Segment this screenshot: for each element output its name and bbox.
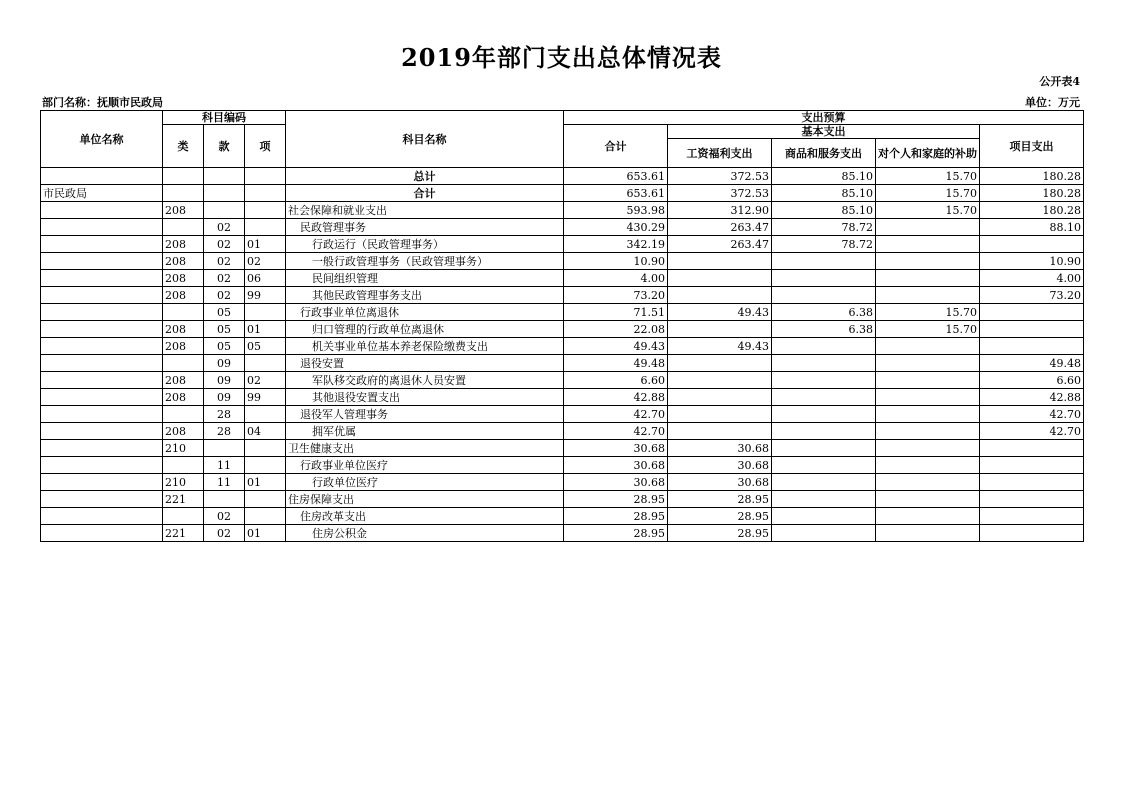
cell-project [980, 525, 1084, 542]
cell-unit [41, 219, 163, 236]
cell-subject-name: 住房保障支出 [286, 491, 564, 508]
cell-kuan [204, 491, 245, 508]
table-header [41, 111, 1084, 168]
cell-subject-name: 民间组织管理 [286, 270, 564, 287]
cell-total: 6.60 [564, 372, 668, 389]
cell-subject-name: 合计 [286, 185, 564, 202]
cell-unit [41, 491, 163, 508]
cell-goods [772, 525, 876, 542]
cell-lei [163, 508, 204, 525]
cell-kuan [204, 440, 245, 457]
cell-total: 73.20 [564, 287, 668, 304]
cell-lei [163, 406, 204, 423]
cell-project [980, 508, 1084, 525]
cell-salary [668, 253, 772, 270]
table-row [41, 321, 1084, 338]
cell-goods [772, 423, 876, 440]
cell-unit [41, 474, 163, 491]
cell-kuan: 11 [204, 474, 245, 491]
cell-total: 42.70 [564, 423, 668, 440]
table-row [41, 287, 1084, 304]
table-row [41, 423, 1084, 440]
cell-total: 42.70 [564, 406, 668, 423]
cell-subject-name: 退役军人管理事务 [286, 406, 564, 423]
cell-personal: 15.70 [876, 168, 980, 185]
cell-subject-name: 住房公积金 [286, 525, 564, 542]
table-row [41, 457, 1084, 474]
cell-total: 4.00 [564, 270, 668, 287]
cell-goods [772, 389, 876, 406]
header-budget: 支出预算 [564, 111, 1084, 125]
cell-kuan: 09 [204, 389, 245, 406]
cell-goods [772, 338, 876, 355]
header-goods: 商品和服务支出 [772, 139, 876, 168]
cell-project: 49.48 [980, 355, 1084, 372]
cell-xiang: 04 [245, 423, 286, 440]
cell-salary: 312.90 [668, 202, 772, 219]
cell-total: 30.68 [564, 457, 668, 474]
cell-lei: 208 [163, 287, 204, 304]
cell-unit [41, 287, 163, 304]
cell-kuan [204, 202, 245, 219]
cell-project: 10.90 [980, 253, 1084, 270]
cell-goods: 6.38 [772, 321, 876, 338]
cell-subject-name: 归口管理的行政单位离退休 [286, 321, 564, 338]
cell-salary: 49.43 [668, 304, 772, 321]
cell-xiang: 06 [245, 270, 286, 287]
cell-subject-name: 一般行政管理事务（民政管理事务） [286, 253, 564, 270]
cell-project: 42.70 [980, 423, 1084, 440]
cell-project: 180.28 [980, 185, 1084, 202]
expenditure-table [40, 110, 1084, 542]
cell-project: 88.10 [980, 219, 1084, 236]
cell-project: 73.20 [980, 287, 1084, 304]
cell-kuan: 11 [204, 457, 245, 474]
cell-salary: 28.95 [668, 491, 772, 508]
cell-total: 22.08 [564, 321, 668, 338]
cell-xiang: 01 [245, 236, 286, 253]
cell-subject-name: 民政管理事务 [286, 219, 564, 236]
table-row [41, 202, 1084, 219]
cell-xiang [245, 304, 286, 321]
cell-goods: 85.10 [772, 185, 876, 202]
cell-personal [876, 525, 980, 542]
cell-project: 42.70 [980, 406, 1084, 423]
cell-project: 180.28 [980, 202, 1084, 219]
cell-unit [41, 440, 163, 457]
cell-unit [41, 355, 163, 372]
cell-goods: 85.10 [772, 202, 876, 219]
department-label: 部门名称：抚顺市民政局 [42, 96, 163, 109]
cell-lei: 208 [163, 372, 204, 389]
cell-personal [876, 508, 980, 525]
cell-personal: 15.70 [876, 185, 980, 202]
cell-salary [668, 287, 772, 304]
cell-goods [772, 491, 876, 508]
cell-project: 42.88 [980, 389, 1084, 406]
table-row [41, 304, 1084, 321]
cell-subject-name: 行政运行（民政管理事务） [286, 236, 564, 253]
cell-salary [668, 406, 772, 423]
cell-unit [41, 304, 163, 321]
cell-total: 10.90 [564, 253, 668, 270]
table-row [41, 474, 1084, 491]
cell-goods [772, 474, 876, 491]
cell-goods [772, 508, 876, 525]
cell-total: 653.61 [564, 185, 668, 202]
table-row [41, 389, 1084, 406]
table-row [41, 508, 1084, 525]
cell-goods: 78.72 [772, 219, 876, 236]
cell-total: 49.43 [564, 338, 668, 355]
cell-total: 42.88 [564, 389, 668, 406]
cell-unit [41, 423, 163, 440]
cell-unit [41, 389, 163, 406]
cell-lei: 208 [163, 338, 204, 355]
cell-subject-name: 行政事业单位医疗 [286, 457, 564, 474]
cell-unit [41, 457, 163, 474]
cell-unit: 市民政局 [41, 185, 163, 202]
cell-salary [668, 389, 772, 406]
cell-kuan: 02 [204, 219, 245, 236]
cell-project [980, 474, 1084, 491]
cell-personal: 15.70 [876, 202, 980, 219]
cell-subject-name: 退役安置 [286, 355, 564, 372]
cell-total: 342.19 [564, 236, 668, 253]
cell-xiang [245, 168, 286, 185]
cell-subject-name: 行政事业单位离退休 [286, 304, 564, 321]
table-row [41, 270, 1084, 287]
cell-personal [876, 253, 980, 270]
header-kuan: 款 [204, 125, 245, 168]
header-project: 项目支出 [980, 125, 1084, 168]
cell-xiang [245, 202, 286, 219]
cell-salary: 263.47 [668, 219, 772, 236]
cell-salary: 28.95 [668, 525, 772, 542]
table-row [41, 440, 1084, 457]
header-subject-code: 科目编码 [163, 111, 286, 125]
cell-lei [163, 457, 204, 474]
cell-total: 653.61 [564, 168, 668, 185]
cell-personal [876, 338, 980, 355]
cell-kuan: 28 [204, 406, 245, 423]
cell-total: 593.98 [564, 202, 668, 219]
cell-kuan: 02 [204, 270, 245, 287]
cell-subject-name: 住房改革支出 [286, 508, 564, 525]
header-total: 合计 [564, 125, 668, 168]
cell-kuan: 09 [204, 372, 245, 389]
cell-salary: 263.47 [668, 236, 772, 253]
cell-xiang: 01 [245, 525, 286, 542]
cell-unit [41, 321, 163, 338]
cell-personal [876, 474, 980, 491]
page-title: 2019年部门支出总体情况表 [401, 43, 722, 72]
cell-lei: 210 [163, 474, 204, 491]
header-personal: 对个人和家庭的补助 [876, 139, 980, 168]
cell-personal [876, 389, 980, 406]
cell-unit [41, 508, 163, 525]
cell-goods [772, 406, 876, 423]
table-row [41, 253, 1084, 270]
cell-unit [41, 338, 163, 355]
cell-subject-name: 其他民政管理事务支出 [286, 287, 564, 304]
cell-subject-name: 拥军优属 [286, 423, 564, 440]
table-row [41, 236, 1084, 253]
cell-personal [876, 372, 980, 389]
cell-total: 30.68 [564, 474, 668, 491]
cell-kuan: 05 [204, 321, 245, 338]
cell-xiang [245, 406, 286, 423]
cell-lei: 208 [163, 253, 204, 270]
cell-lei [163, 355, 204, 372]
cell-subject-name: 机关事业单位基本养老保险缴费支出 [286, 338, 564, 355]
cell-personal [876, 270, 980, 287]
cell-total: 28.95 [564, 508, 668, 525]
cell-kuan [204, 185, 245, 202]
cell-kuan [204, 168, 245, 185]
cell-xiang [245, 491, 286, 508]
cell-subject-name: 社会保障和就业支出 [286, 202, 564, 219]
cell-lei: 208 [163, 236, 204, 253]
cell-unit [41, 253, 163, 270]
table-row [41, 219, 1084, 236]
header-basic: 基本支出 [668, 125, 980, 139]
cell-salary: 28.95 [668, 508, 772, 525]
cell-total: 49.48 [564, 355, 668, 372]
cell-subject-name: 其他退役安置支出 [286, 389, 564, 406]
cell-goods [772, 440, 876, 457]
cell-project: 180.28 [980, 168, 1084, 185]
cell-project [980, 457, 1084, 474]
cell-personal [876, 457, 980, 474]
cell-subject-name: 卫生健康支出 [286, 440, 564, 457]
cell-project [980, 321, 1084, 338]
cell-project [980, 236, 1084, 253]
cell-subject-name: 军队移交政府的离退休人员安置 [286, 372, 564, 389]
cell-personal [876, 355, 980, 372]
cell-goods [772, 253, 876, 270]
cell-kuan: 02 [204, 253, 245, 270]
form-number: 公开表4 [1039, 75, 1080, 88]
cell-personal [876, 423, 980, 440]
cell-salary [668, 355, 772, 372]
cell-kuan: 09 [204, 355, 245, 372]
cell-kuan: 05 [204, 304, 245, 321]
cell-xiang: 02 [245, 372, 286, 389]
cell-personal [876, 287, 980, 304]
cell-goods [772, 270, 876, 287]
cell-kuan: 02 [204, 287, 245, 304]
cell-salary: 30.68 [668, 457, 772, 474]
cell-unit [41, 168, 163, 185]
cell-kuan: 28 [204, 423, 245, 440]
header-xiang: 项 [245, 125, 286, 168]
cell-project [980, 440, 1084, 457]
table-body [41, 168, 1084, 542]
cell-xiang: 01 [245, 321, 286, 338]
cell-goods [772, 372, 876, 389]
cell-unit [41, 202, 163, 219]
cell-personal: 15.70 [876, 321, 980, 338]
cell-lei: 210 [163, 440, 204, 457]
cell-xiang [245, 219, 286, 236]
cell-total: 28.95 [564, 525, 668, 542]
cell-personal [876, 236, 980, 253]
cell-salary: 49.43 [668, 338, 772, 355]
cell-xiang: 01 [245, 474, 286, 491]
cell-total: 30.68 [564, 440, 668, 457]
cell-total: 28.95 [564, 491, 668, 508]
cell-unit [41, 525, 163, 542]
cell-total: 430.29 [564, 219, 668, 236]
cell-kuan: 02 [204, 236, 245, 253]
cell-goods [772, 287, 876, 304]
cell-subject-name: 总计 [286, 168, 564, 185]
cell-project [980, 304, 1084, 321]
cell-goods: 78.72 [772, 236, 876, 253]
cell-lei: 221 [163, 525, 204, 542]
cell-salary [668, 270, 772, 287]
cell-unit [41, 372, 163, 389]
cell-project: 6.60 [980, 372, 1084, 389]
cell-lei: 221 [163, 491, 204, 508]
cell-salary [668, 372, 772, 389]
cell-goods: 85.10 [772, 168, 876, 185]
cell-lei [163, 304, 204, 321]
cell-total: 71.51 [564, 304, 668, 321]
table-row [41, 372, 1084, 389]
table-row [41, 338, 1084, 355]
header-lei: 类 [163, 125, 204, 168]
cell-salary [668, 321, 772, 338]
header-unit-name: 单位名称 [41, 111, 163, 168]
cell-xiang: 05 [245, 338, 286, 355]
header-salary: 工资福利支出 [668, 139, 772, 168]
cell-lei: 208 [163, 321, 204, 338]
table-row [41, 406, 1084, 423]
cell-goods [772, 457, 876, 474]
cell-lei [163, 219, 204, 236]
table-row [41, 355, 1084, 372]
cell-salary: 372.53 [668, 185, 772, 202]
cell-salary: 30.68 [668, 474, 772, 491]
cell-kuan: 02 [204, 508, 245, 525]
cell-xiang [245, 440, 286, 457]
cell-unit [41, 236, 163, 253]
cell-personal [876, 219, 980, 236]
cell-salary [668, 423, 772, 440]
cell-unit [41, 406, 163, 423]
cell-project [980, 491, 1084, 508]
cell-personal [876, 406, 980, 423]
table-row [41, 185, 1084, 202]
cell-xiang: 99 [245, 287, 286, 304]
unit-label: 单位：万元 [1025, 96, 1080, 109]
cell-lei: 208 [163, 389, 204, 406]
cell-personal [876, 491, 980, 508]
table-row [41, 491, 1084, 508]
cell-xiang: 02 [245, 253, 286, 270]
cell-project: 4.00 [980, 270, 1084, 287]
cell-lei: 208 [163, 423, 204, 440]
cell-lei [163, 185, 204, 202]
cell-subject-name: 行政单位医疗 [286, 474, 564, 491]
cell-personal [876, 440, 980, 457]
cell-personal: 15.70 [876, 304, 980, 321]
cell-goods: 6.38 [772, 304, 876, 321]
cell-unit [41, 270, 163, 287]
cell-goods [772, 355, 876, 372]
cell-xiang [245, 185, 286, 202]
cell-salary: 372.53 [668, 168, 772, 185]
cell-xiang [245, 457, 286, 474]
cell-xiang [245, 508, 286, 525]
cell-xiang: 99 [245, 389, 286, 406]
cell-lei: 208 [163, 202, 204, 219]
table-row [41, 525, 1084, 542]
table-row [41, 168, 1084, 185]
cell-lei [163, 168, 204, 185]
cell-lei: 208 [163, 270, 204, 287]
header-subject-name: 科目名称 [286, 111, 564, 168]
cell-xiang [245, 355, 286, 372]
cell-kuan: 02 [204, 525, 245, 542]
cell-salary: 30.68 [668, 440, 772, 457]
cell-kuan: 05 [204, 338, 245, 355]
cell-project [980, 338, 1084, 355]
